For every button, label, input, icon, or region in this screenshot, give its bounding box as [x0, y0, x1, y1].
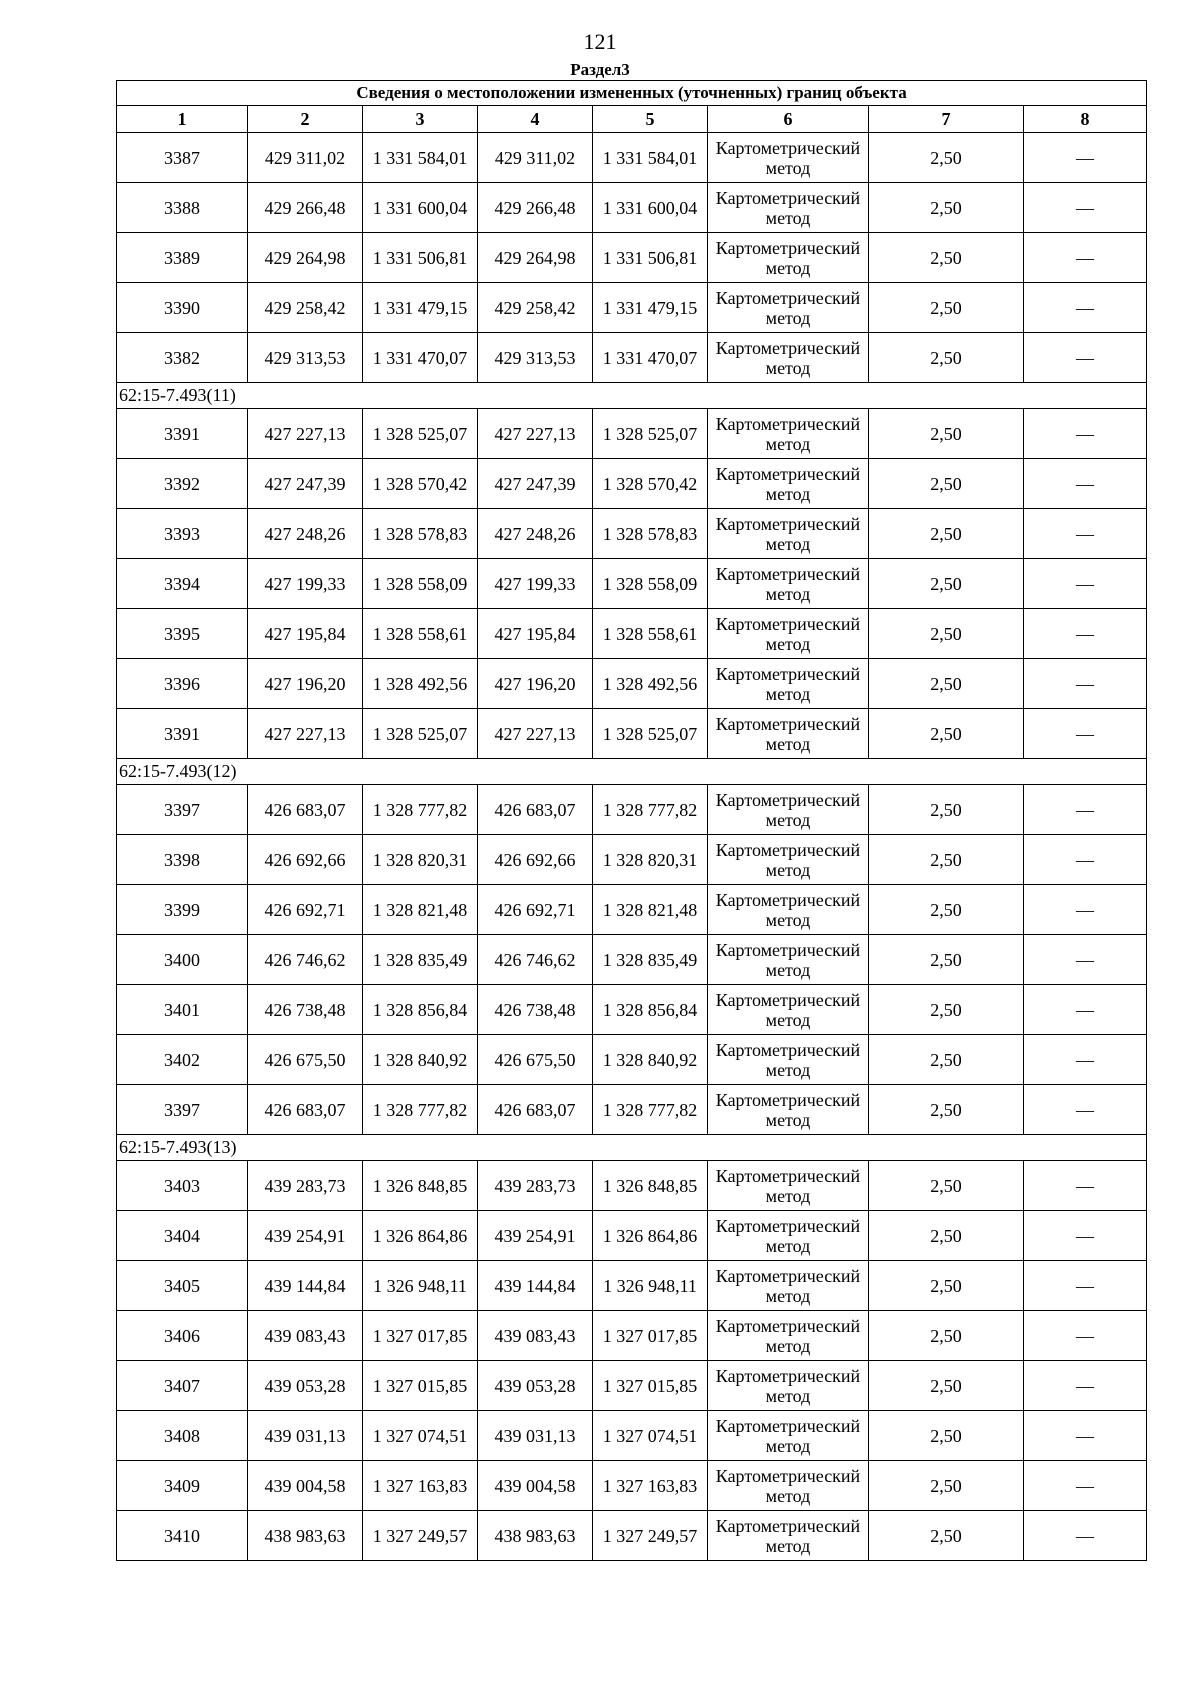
table-row [117, 1361, 1147, 1411]
y-new-cell: 1 328 856,84 [593, 985, 708, 1035]
x-existing-cell: 429 311,02 [248, 133, 363, 183]
y-existing-cell: 1 327 074,51 [363, 1411, 478, 1461]
y-new-cell: 1 331 584,01 [593, 133, 708, 183]
contour-label: 62:15-7.493(11) [117, 383, 1147, 409]
description-cell: — [1024, 283, 1147, 333]
accuracy-cell: 2,50 [869, 283, 1024, 333]
point-number-cell: 3402 [117, 1035, 248, 1085]
x-existing-cell: 439 144,84 [248, 1261, 363, 1311]
y-new-cell: 1 328 820,31 [593, 835, 708, 885]
x-existing-cell: 426 683,07 [248, 1085, 363, 1135]
y-existing-cell: 1 328 777,82 [363, 1085, 478, 1135]
table-row [117, 1035, 1147, 1085]
accuracy-cell: 2,50 [869, 559, 1024, 609]
y-new-cell: 1 328 558,61 [593, 609, 708, 659]
y-new-cell: 1 327 249,57 [593, 1511, 708, 1561]
method-cell: Картометрический метод [708, 1035, 869, 1085]
table-title: Сведения о местоположении измененных (уточненных) границ объекта [117, 81, 1147, 106]
y-new-cell: 1 328 835,49 [593, 935, 708, 985]
x-new-cell: 429 311,02 [478, 133, 593, 183]
x-new-cell: 427 227,13 [478, 409, 593, 459]
column-number: 8 [1024, 106, 1147, 133]
y-new-cell: 1 327 015,85 [593, 1361, 708, 1411]
accuracy-cell: 2,50 [869, 1261, 1024, 1311]
y-existing-cell: 1 331 506,81 [363, 233, 478, 283]
description-cell: — [1024, 609, 1147, 659]
table-row [117, 1161, 1147, 1211]
point-number-cell: 3403 [117, 1161, 248, 1211]
description-cell: — [1024, 785, 1147, 835]
x-new-cell: 439 144,84 [478, 1261, 593, 1311]
column-number: 4 [478, 106, 593, 133]
y-existing-cell: 1 326 864,86 [363, 1211, 478, 1261]
y-existing-cell: 1 328 578,83 [363, 509, 478, 559]
y-existing-cell: 1 331 584,01 [363, 133, 478, 183]
accuracy-cell: 2,50 [869, 1085, 1024, 1135]
table-row [117, 659, 1147, 709]
y-existing-cell: 1 328 820,31 [363, 835, 478, 885]
y-new-cell: 1 328 578,83 [593, 509, 708, 559]
y-new-cell: 1 328 821,48 [593, 885, 708, 935]
y-new-cell: 1 328 840,92 [593, 1035, 708, 1085]
table-row [117, 133, 1147, 183]
method-cell: Картометрический метод [708, 659, 869, 709]
method-cell: Картометрический метод [708, 183, 869, 233]
table-row [117, 1411, 1147, 1461]
y-existing-cell: 1 327 249,57 [363, 1511, 478, 1561]
x-new-cell: 426 692,71 [478, 885, 593, 935]
point-number-cell: 3404 [117, 1211, 248, 1261]
y-existing-cell: 1 328 777,82 [363, 785, 478, 835]
description-cell: — [1024, 709, 1147, 759]
section-label: Раздел3 [570, 60, 630, 79]
x-existing-cell: 439 004,58 [248, 1461, 363, 1511]
point-number-cell: 3400 [117, 935, 248, 985]
method-cell: Картометрический метод [708, 835, 869, 885]
point-number-cell: 3382 [117, 333, 248, 383]
description-cell: — [1024, 133, 1147, 183]
y-existing-cell: 1 326 948,11 [363, 1261, 478, 1311]
x-existing-cell: 439 283,73 [248, 1161, 363, 1211]
y-existing-cell: 1 327 017,85 [363, 1311, 478, 1361]
y-new-cell: 1 328 570,42 [593, 459, 708, 509]
x-existing-cell: 427 196,20 [248, 659, 363, 709]
x-new-cell: 439 083,43 [478, 1311, 593, 1361]
method-cell: Картометрический метод [708, 935, 869, 985]
table-row [117, 1461, 1147, 1511]
x-new-cell: 427 195,84 [478, 609, 593, 659]
method-cell: Картометрический метод [708, 785, 869, 835]
x-existing-cell: 429 264,98 [248, 233, 363, 283]
x-new-cell: 427 227,13 [478, 709, 593, 759]
accuracy-cell: 2,50 [869, 1411, 1024, 1461]
table-row [117, 985, 1147, 1035]
point-number-cell: 3391 [117, 709, 248, 759]
y-existing-cell: 1 328 492,56 [363, 659, 478, 709]
x-new-cell: 426 683,07 [478, 1085, 593, 1135]
method-cell: Картометрический метод [708, 1211, 869, 1261]
x-existing-cell: 439 031,13 [248, 1411, 363, 1461]
table-row [117, 785, 1147, 835]
accuracy-cell: 2,50 [869, 1211, 1024, 1261]
method-cell: Картометрический метод [708, 283, 869, 333]
y-new-cell: 1 327 017,85 [593, 1311, 708, 1361]
x-new-cell: 429 258,42 [478, 283, 593, 333]
table-row [117, 233, 1147, 283]
y-existing-cell: 1 328 558,61 [363, 609, 478, 659]
x-new-cell: 427 196,20 [478, 659, 593, 709]
accuracy-cell: 2,50 [869, 1361, 1024, 1411]
description-cell: — [1024, 559, 1147, 609]
point-number-cell: 3391 [117, 409, 248, 459]
description-cell: — [1024, 183, 1147, 233]
x-new-cell: 427 247,39 [478, 459, 593, 509]
column-number: 6 [708, 106, 869, 133]
column-number-row [117, 106, 1147, 133]
description-cell: — [1024, 1211, 1147, 1261]
x-new-cell: 439 031,13 [478, 1411, 593, 1461]
accuracy-cell: 2,50 [869, 1161, 1024, 1211]
x-new-cell: 439 283,73 [478, 1161, 593, 1211]
x-new-cell: 429 264,98 [478, 233, 593, 283]
point-number-cell: 3397 [117, 1085, 248, 1135]
method-cell: Картометрический метод [708, 1261, 869, 1311]
point-number-cell: 3393 [117, 509, 248, 559]
column-number: 7 [869, 106, 1024, 133]
x-new-cell: 426 738,48 [478, 985, 593, 1035]
description-cell: — [1024, 835, 1147, 885]
table-row [117, 1311, 1147, 1361]
description-cell: — [1024, 935, 1147, 985]
accuracy-cell: 2,50 [869, 1461, 1024, 1511]
point-number-cell: 3394 [117, 559, 248, 609]
description-cell: — [1024, 1361, 1147, 1411]
description-cell: — [1024, 1411, 1147, 1461]
contour-group-row [117, 383, 1147, 409]
point-number-cell: 3388 [117, 183, 248, 233]
method-cell: Картометрический метод [708, 333, 869, 383]
y-existing-cell: 1 328 558,09 [363, 559, 478, 609]
description-cell: — [1024, 1311, 1147, 1361]
x-new-cell: 429 266,48 [478, 183, 593, 233]
accuracy-cell: 2,50 [869, 233, 1024, 283]
accuracy-cell: 2,50 [869, 659, 1024, 709]
y-existing-cell: 1 328 840,92 [363, 1035, 478, 1085]
contour-label: 62:15-7.493(12) [117, 759, 1147, 785]
accuracy-cell: 2,50 [869, 333, 1024, 383]
description-cell: — [1024, 1035, 1147, 1085]
contour-group-row [117, 759, 1147, 785]
y-new-cell: 1 331 479,15 [593, 283, 708, 333]
description-cell: — [1024, 885, 1147, 935]
point-number-cell: 3406 [117, 1311, 248, 1361]
contour-label: 62:15-7.493(13) [117, 1135, 1147, 1161]
description-cell: — [1024, 509, 1147, 559]
accuracy-cell: 2,50 [869, 785, 1024, 835]
x-new-cell: 427 248,26 [478, 509, 593, 559]
description-cell: — [1024, 985, 1147, 1035]
y-new-cell: 1 331 506,81 [593, 233, 708, 283]
y-new-cell: 1 331 600,04 [593, 183, 708, 233]
boundary-coordinates-table [116, 80, 1147, 1561]
y-existing-cell: 1 327 015,85 [363, 1361, 478, 1411]
point-number-cell: 3396 [117, 659, 248, 709]
description-cell: — [1024, 233, 1147, 283]
description-cell: — [1024, 1085, 1147, 1135]
point-number-cell: 3407 [117, 1361, 248, 1411]
method-cell: Картометрический метод [708, 1411, 869, 1461]
x-new-cell: 426 746,62 [478, 935, 593, 985]
x-existing-cell: 427 247,39 [248, 459, 363, 509]
x-existing-cell: 427 227,13 [248, 409, 363, 459]
method-cell: Картометрический метод [708, 233, 869, 283]
method-cell: Картометрический метод [708, 559, 869, 609]
description-cell: — [1024, 1511, 1147, 1561]
x-new-cell: 439 254,91 [478, 1211, 593, 1261]
y-new-cell: 1 328 525,07 [593, 409, 708, 459]
y-existing-cell: 1 328 821,48 [363, 885, 478, 935]
table-row [117, 183, 1147, 233]
accuracy-cell: 2,50 [869, 985, 1024, 1035]
y-new-cell: 1 331 470,07 [593, 333, 708, 383]
x-existing-cell: 438 983,63 [248, 1511, 363, 1561]
x-existing-cell: 429 266,48 [248, 183, 363, 233]
x-existing-cell: 426 675,50 [248, 1035, 363, 1085]
point-number-cell: 3395 [117, 609, 248, 659]
accuracy-cell: 2,50 [869, 183, 1024, 233]
table-row [117, 709, 1147, 759]
contour-group-row [117, 1135, 1147, 1161]
column-number: 5 [593, 106, 708, 133]
y-new-cell: 1 327 074,51 [593, 1411, 708, 1461]
y-new-cell: 1 328 777,82 [593, 785, 708, 835]
table-row [117, 409, 1147, 459]
x-existing-cell: 426 746,62 [248, 935, 363, 985]
description-cell: — [1024, 1261, 1147, 1311]
accuracy-cell: 2,50 [869, 835, 1024, 885]
x-new-cell: 426 675,50 [478, 1035, 593, 1085]
method-cell: Картометрический метод [708, 1511, 869, 1561]
x-new-cell: 426 683,07 [478, 785, 593, 835]
table-row [117, 333, 1147, 383]
table-row [117, 1211, 1147, 1261]
y-existing-cell: 1 327 163,83 [363, 1461, 478, 1511]
table-row [117, 1261, 1147, 1311]
y-existing-cell: 1 326 848,85 [363, 1161, 478, 1211]
point-number-cell: 3389 [117, 233, 248, 283]
method-cell: Картометрический метод [708, 1311, 869, 1361]
accuracy-cell: 2,50 [869, 1311, 1024, 1361]
y-new-cell: 1 328 525,07 [593, 709, 708, 759]
y-existing-cell: 1 331 479,15 [363, 283, 478, 333]
table-row [117, 559, 1147, 609]
x-new-cell: 429 313,53 [478, 333, 593, 383]
point-number-cell: 3399 [117, 885, 248, 935]
x-existing-cell: 439 053,28 [248, 1361, 363, 1411]
method-cell: Картометрический метод [708, 985, 869, 1035]
y-existing-cell: 1 328 835,49 [363, 935, 478, 985]
accuracy-cell: 2,50 [869, 459, 1024, 509]
x-existing-cell: 429 313,53 [248, 333, 363, 383]
table-title-row [117, 81, 1147, 106]
accuracy-cell: 2,50 [869, 1511, 1024, 1561]
point-number-cell: 3405 [117, 1261, 248, 1311]
y-new-cell: 1 326 948,11 [593, 1261, 708, 1311]
x-existing-cell: 439 254,91 [248, 1211, 363, 1261]
method-cell: Картометрический метод [708, 709, 869, 759]
table-body [117, 133, 1147, 1561]
description-cell: — [1024, 459, 1147, 509]
point-number-cell: 3397 [117, 785, 248, 835]
column-number: 1 [117, 106, 248, 133]
description-cell: — [1024, 1461, 1147, 1511]
column-number: 3 [363, 106, 478, 133]
y-new-cell: 1 326 864,86 [593, 1211, 708, 1261]
x-existing-cell: 427 248,26 [248, 509, 363, 559]
point-number-cell: 3408 [117, 1411, 248, 1461]
y-existing-cell: 1 331 470,07 [363, 333, 478, 383]
accuracy-cell: 2,50 [869, 1035, 1024, 1085]
method-cell: Картометрический метод [708, 459, 869, 509]
y-existing-cell: 1 328 570,42 [363, 459, 478, 509]
table-row [117, 835, 1147, 885]
y-new-cell: 1 328 492,56 [593, 659, 708, 709]
x-new-cell: 427 199,33 [478, 559, 593, 609]
x-new-cell: 438 983,63 [478, 1511, 593, 1561]
method-cell: Картометрический метод [708, 1085, 869, 1135]
point-number-cell: 3390 [117, 283, 248, 333]
y-existing-cell: 1 328 525,07 [363, 409, 478, 459]
x-existing-cell: 426 692,66 [248, 835, 363, 885]
y-new-cell: 1 326 848,85 [593, 1161, 708, 1211]
column-number: 2 [248, 106, 363, 133]
x-new-cell: 439 004,58 [478, 1461, 593, 1511]
table-row [117, 935, 1147, 985]
point-number-cell: 3401 [117, 985, 248, 1035]
method-cell: Картометрический метод [708, 133, 869, 183]
accuracy-cell: 2,50 [869, 133, 1024, 183]
x-existing-cell: 429 258,42 [248, 283, 363, 333]
description-cell: — [1024, 659, 1147, 709]
point-number-cell: 3410 [117, 1511, 248, 1561]
table-row [117, 1085, 1147, 1135]
y-existing-cell: 1 331 600,04 [363, 183, 478, 233]
y-existing-cell: 1 328 525,07 [363, 709, 478, 759]
point-number-cell: 3398 [117, 835, 248, 885]
page-number: 121 [583, 29, 617, 54]
table-row [117, 885, 1147, 935]
table-row [117, 1511, 1147, 1561]
table-row [117, 283, 1147, 333]
y-new-cell: 1 327 163,83 [593, 1461, 708, 1511]
y-new-cell: 1 328 777,82 [593, 1085, 708, 1135]
x-new-cell: 426 692,66 [478, 835, 593, 885]
description-cell: — [1024, 409, 1147, 459]
y-new-cell: 1 328 558,09 [593, 559, 708, 609]
description-cell: — [1024, 333, 1147, 383]
method-cell: Картометрический метод [708, 609, 869, 659]
x-existing-cell: 426 683,07 [248, 785, 363, 835]
x-existing-cell: 427 195,84 [248, 609, 363, 659]
x-new-cell: 439 053,28 [478, 1361, 593, 1411]
table-row [117, 459, 1147, 509]
method-cell: Картометрический метод [708, 409, 869, 459]
description-cell: — [1024, 1161, 1147, 1211]
accuracy-cell: 2,50 [869, 885, 1024, 935]
method-cell: Картометрический метод [708, 1161, 869, 1211]
x-existing-cell: 426 738,48 [248, 985, 363, 1035]
method-cell: Картометрический метод [708, 885, 869, 935]
x-existing-cell: 427 227,13 [248, 709, 363, 759]
accuracy-cell: 2,50 [869, 709, 1024, 759]
x-existing-cell: 426 692,71 [248, 885, 363, 935]
table-row [117, 609, 1147, 659]
method-cell: Картометрический метод [708, 509, 869, 559]
point-number-cell: 3409 [117, 1461, 248, 1511]
x-existing-cell: 427 199,33 [248, 559, 363, 609]
point-number-cell: 3387 [117, 133, 248, 183]
point-number-cell: 3392 [117, 459, 248, 509]
y-existing-cell: 1 328 856,84 [363, 985, 478, 1035]
x-existing-cell: 439 083,43 [248, 1311, 363, 1361]
method-cell: Картометрический метод [708, 1361, 869, 1411]
accuracy-cell: 2,50 [869, 509, 1024, 559]
method-cell: Картометрический метод [708, 1461, 869, 1511]
accuracy-cell: 2,50 [869, 409, 1024, 459]
accuracy-cell: 2,50 [869, 935, 1024, 985]
accuracy-cell: 2,50 [869, 609, 1024, 659]
table-row [117, 509, 1147, 559]
